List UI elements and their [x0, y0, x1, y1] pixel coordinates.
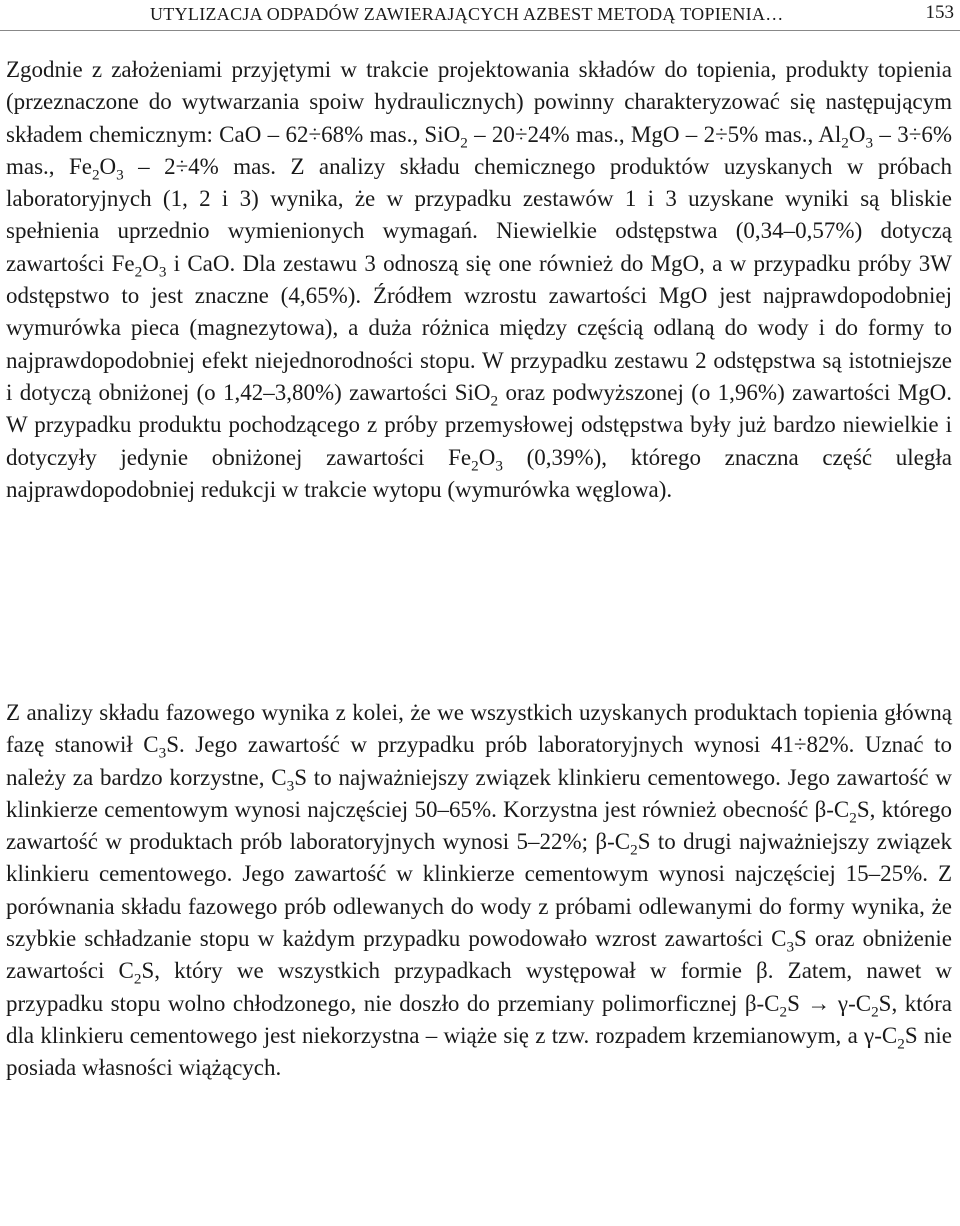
page-number: 153 [925, 2, 954, 23]
body-paragraph-1: Zgodnie z założeniami przyjętymi w trakcie projektowania składów do topienia, produkty topienia (przeznaczone do wytwarzania spoiw hydraulicznych) powinny charakteryzować się następującym składem chemicznym: CaO – 62÷68% mas., SiO$_2$ – 20÷24% mas., MgO – 2÷5% mas., $Al_2O_3 - 3\div 6\%$ mas., $Fe_2O_3 - 2\div 4\%$ mas. Z analizy składu chemicznego produktów uzyskanych w próbach laboratoryjnych (1, 2 i 3) wynika, że w przypadku zestawów 1 i 3 uzyskane wyniki są bliskie spełnienia uprzednio wymienionych wymagań. Niewielkie odstępstwa (0,34–0,57%) dotyczą zawartości $Fe_2O_3$ i CaO. Dla zestawu 3 odnoszą się one również do MgO, a w przypadku próby 3W odstępstwo to jest znaczne (4,65%). Źródłem wzrostu zawartości MgO jest najprawdopodobniej wymurówka pieca (magnezytowa), a duża różnica między częścią odlaną do wody i do formy to najprawdopodobniej efekt niejednorodności stopu. W przypadku zestawu 2 odstępstwa są istotniejsze i dotyczą obniżonej (o 1,42–3,80%) zawartości SiO$_2$ oraz podwyższonej (o 1,96%) zawartości MgO. W przypadku produktu pochodzącego z próby przemysłowej odstępstwa były już bardzo niewielkie i dotyczyły jedynie obniżonej zawartości $Fe_2O_3$ (0,39%), którego znaczna część uległa najprawdopodobniej redukcji w trakcie wytopu (wymurówka węglowa). [6, 57, 953, 502]
running-title: UTYLIZACJA ODPADÓW ZAWIERAJĄCYCH AZBEST METODĄ TOPIENIA… [150, 4, 784, 24]
body-paragraph-2: Z analizy składu fazowego wynika z kolei, że we wszystkich uzyskanych produktach topienia główną fazę stanowił $C_3S$. Jego zawartość w przypadku prób laboratoryjnych wynosi 41÷82%. Uznać to należy za bardzo korzystne, $C_3S$ to najważniejszy związek klinkieru cementowego. Jego zawartość w klinkierze cementowym wynosi najczęściej 50–65%. Korzystna jest również obecność $\beta-C_2S$, którego zawartość w produktach prób laboratoryjnych wynosi 5–22%; $\beta-C_2S$ to drugi najważniejszy związek klinkieru cementowego. Jego zawartość w klinkierze cementowym wynosi najczęściej 15–25%. Z porównania składu fazowego prób odlewanych do wody z próbami odlewanymi do formy wynika, że szybkie schładzanie stopu w każdym przypadku powodowało wzrost zawartości $C_3S$ oraz obniżenie zawartości $C_2S$, który we wszystkich przypadkach występował w formie β. Zatem, nawet w przypadku stopu wolno chłodzonego, nie doszło do przemiany polimorficznej $\beta-C_2S \to \gamma-C_2S$, która dla klinkieru cementowego jest niekorzystna – wiąże się z tzw. rozpadem krzemianowym, a $\gamma-C_2S$ nie posiada własności wiążących. [6, 700, 953, 1081]
header-rule [0, 30, 960, 31]
